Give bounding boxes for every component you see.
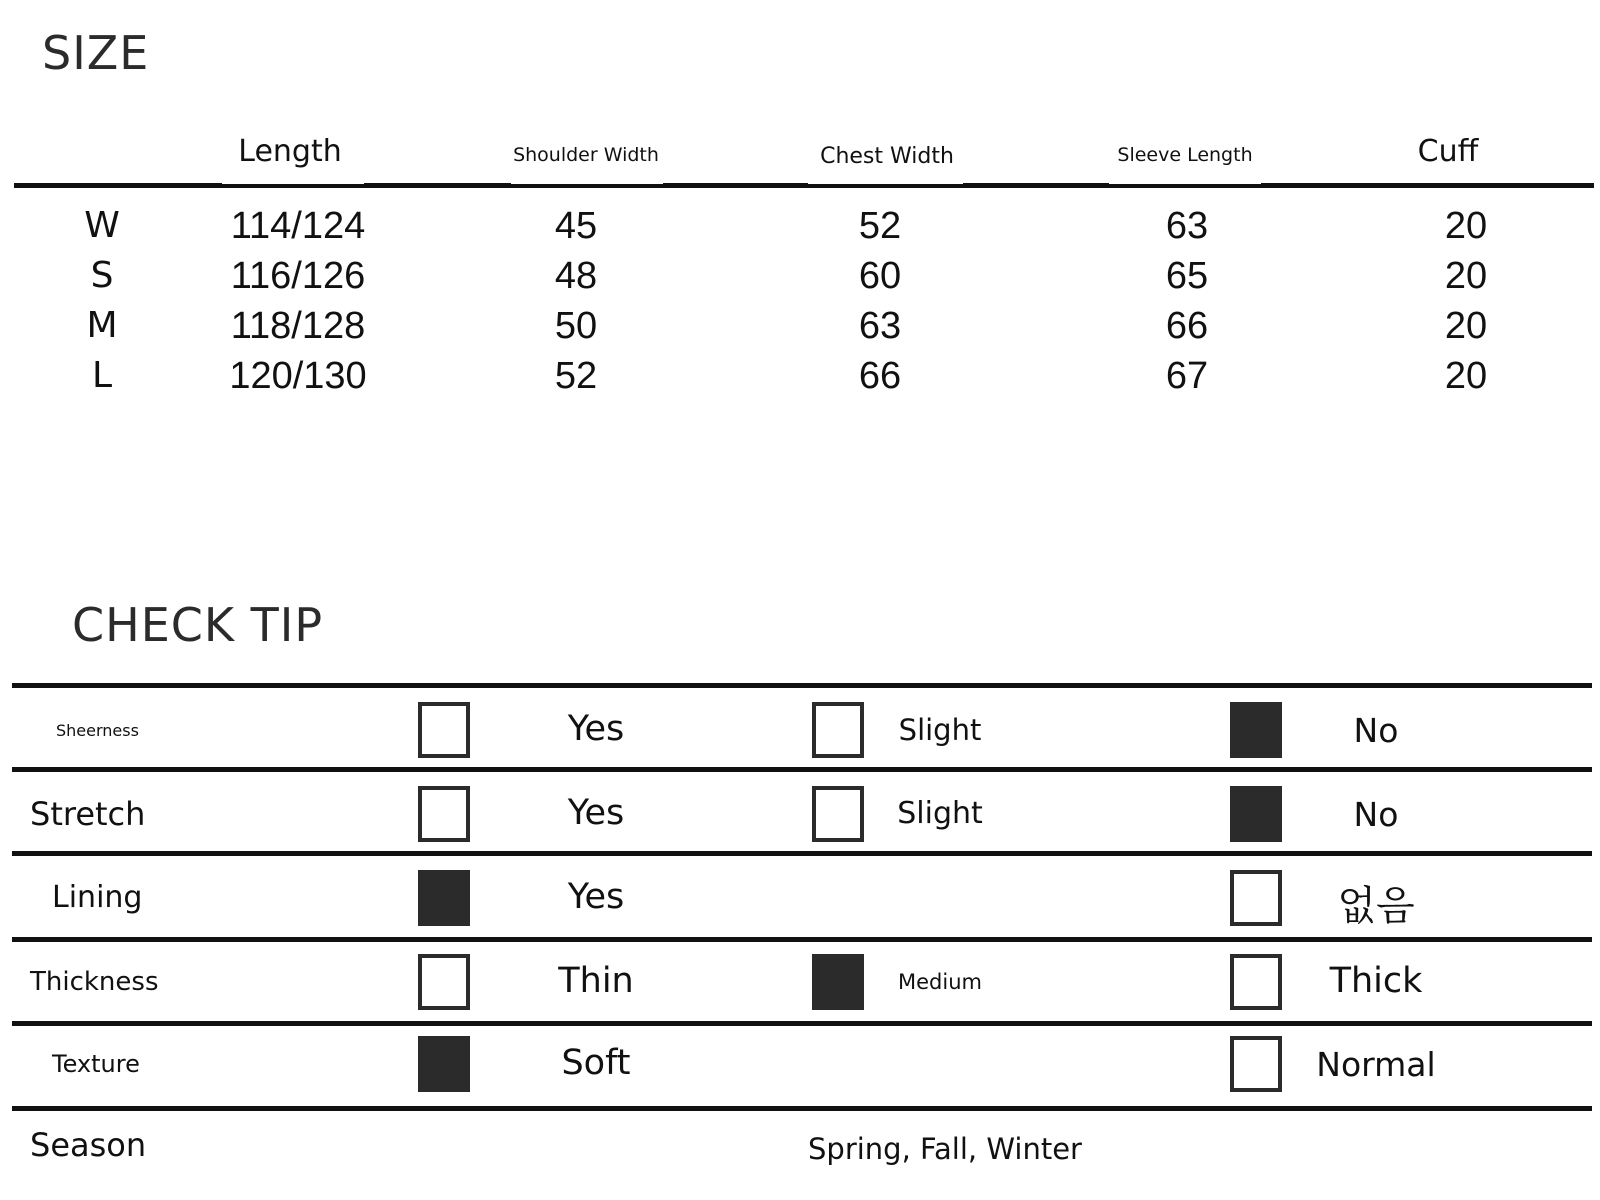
season-label: Season bbox=[30, 1126, 147, 1164]
check-option-label: Yes bbox=[567, 709, 625, 750]
size-cell: 52 bbox=[554, 355, 598, 397]
check-option-label: Normal bbox=[1316, 1044, 1436, 1084]
check-option-label: 없음 bbox=[1337, 883, 1415, 930]
checkbox-empty-icon bbox=[1230, 870, 1282, 926]
size-cell: 67 bbox=[1165, 355, 1209, 397]
size-label: L bbox=[91, 355, 113, 396]
size-cell: 20 bbox=[1444, 305, 1488, 347]
check-rule bbox=[12, 937, 1592, 942]
rule-gap bbox=[511, 181, 663, 184]
header-length: Length bbox=[238, 134, 342, 169]
check-row-label: Texture bbox=[52, 1050, 140, 1079]
check-rule bbox=[12, 767, 1592, 772]
size-cell: 116/126 bbox=[230, 255, 366, 297]
header-shoulder-width: Shoulder Width bbox=[513, 144, 659, 166]
size-cell: 20 bbox=[1444, 205, 1488, 247]
check-tip-title: CHECK TIP bbox=[72, 598, 324, 652]
check-rule bbox=[12, 1106, 1592, 1111]
rule-gap bbox=[1109, 181, 1261, 184]
size-cell: 50 bbox=[554, 305, 598, 347]
rule-gap bbox=[808, 181, 963, 184]
size-cell: 60 bbox=[858, 255, 902, 297]
check-row-label: Sheerness bbox=[56, 721, 139, 741]
checkbox-empty-icon bbox=[812, 702, 864, 758]
size-cell: 66 bbox=[1165, 305, 1209, 347]
check-option-label: No bbox=[1353, 794, 1399, 834]
check-row-label: Stretch bbox=[30, 795, 146, 834]
check-option-label: Soft bbox=[561, 1043, 631, 1084]
header-chest-width: Chest Width bbox=[820, 144, 954, 169]
checkbox-empty-icon bbox=[1230, 954, 1282, 1010]
size-title: SIZE bbox=[42, 26, 150, 80]
size-cell: 63 bbox=[858, 305, 902, 347]
checkbox-checked-icon bbox=[418, 1036, 470, 1092]
size-label: S bbox=[90, 255, 114, 296]
checkbox-empty-icon bbox=[418, 954, 470, 1010]
check-rule bbox=[12, 1021, 1592, 1026]
check-option-label: Thick bbox=[1329, 961, 1423, 1002]
check-option-label: No bbox=[1353, 710, 1399, 750]
size-cell: 52 bbox=[858, 205, 902, 247]
size-cell: 45 bbox=[554, 205, 598, 247]
size-cell: 120/130 bbox=[229, 355, 367, 397]
checkbox-checked-icon bbox=[1230, 786, 1282, 842]
season-value: Spring, Fall, Winter bbox=[808, 1132, 1082, 1166]
size-cell: 20 bbox=[1444, 255, 1488, 297]
header-cuff: Cuff bbox=[1417, 134, 1479, 169]
check-option-label: Yes bbox=[567, 793, 625, 834]
check-option-label: Yes bbox=[567, 877, 625, 918]
check-row-label: Lining bbox=[52, 880, 143, 916]
check-rule bbox=[12, 683, 1592, 688]
check-option-label: Thin bbox=[558, 961, 634, 1002]
checkbox-empty-icon bbox=[812, 786, 864, 842]
header-sleeve-length: Sleeve Length bbox=[1117, 144, 1253, 166]
size-cell: 63 bbox=[1165, 205, 1209, 247]
check-option-label: Slight bbox=[897, 796, 983, 832]
checkbox-checked-icon bbox=[1230, 702, 1282, 758]
size-cell: 118/128 bbox=[230, 305, 366, 347]
checkbox-checked-icon bbox=[812, 954, 864, 1010]
size-label: W bbox=[84, 205, 120, 246]
check-rule bbox=[12, 851, 1592, 856]
check-option-label: Medium bbox=[898, 969, 982, 994]
check-row-label: Thickness bbox=[30, 966, 159, 997]
checkbox-checked-icon bbox=[418, 870, 470, 926]
size-cell: 114/124 bbox=[230, 205, 366, 247]
size-cell: 65 bbox=[1165, 255, 1209, 297]
checkbox-empty-icon bbox=[418, 786, 470, 842]
checkbox-empty-icon bbox=[1230, 1036, 1282, 1092]
size-cell: 48 bbox=[554, 255, 598, 297]
checkbox-empty-icon bbox=[418, 702, 470, 758]
size-label: M bbox=[86, 305, 118, 346]
size-cell: 66 bbox=[858, 355, 902, 397]
size-cell: 20 bbox=[1444, 355, 1488, 397]
rule-gap bbox=[222, 181, 364, 184]
check-option-label: Slight bbox=[898, 713, 982, 748]
